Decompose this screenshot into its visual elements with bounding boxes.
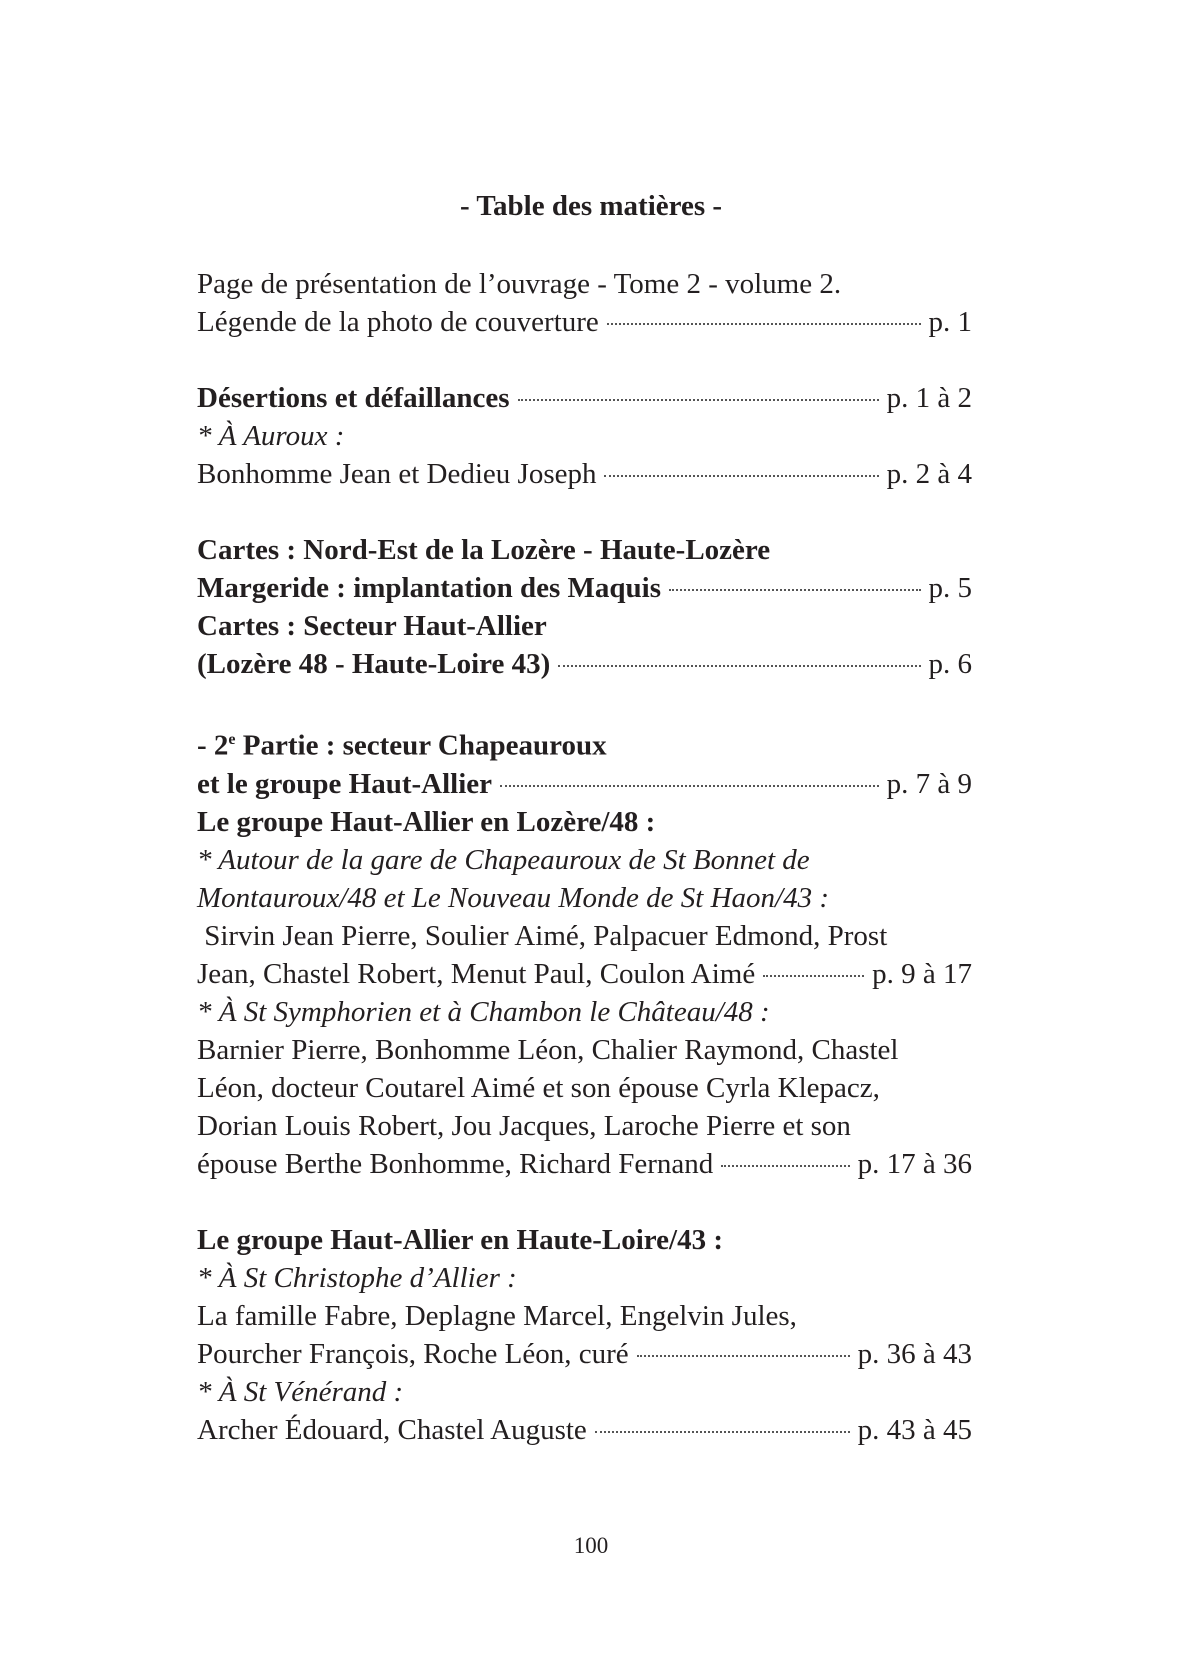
toc-entry-title: (Lozère 48 - Haute-Loire 43) [197,648,551,680]
maps-heading-1: Cartes : Nord-Est de la Lozère - Haute-Lozère [197,534,771,566]
toc-entry-page: p. 36 à 43 [857,1337,972,1370]
dot-leader [500,785,879,787]
intro-line-1: Page de présentation de l’ouvrage - Tome 2 - volume 2. [197,268,842,300]
toc-entry-title: Pourcher François, Roche Léon, curé [197,1337,629,1370]
place-st-symphorien: * À St Symphorien et à Chambon le Château/48 : [197,995,770,1028]
dot-leader [595,1431,850,1433]
dot-leader [558,665,920,667]
dot-leader [604,475,878,477]
names-christophe-1: La famille Fabre, Deplagne Marcel, Engelvin Jules, [197,1299,797,1332]
toc-entry-title: Légende de la photo de couverture [197,306,599,338]
toc-entry-title: et le groupe Haut-Allier [197,767,493,800]
names-symphorien-3: Dorian Louis Robert, Jou Jacques, Laroche Pierre et son [197,1109,851,1142]
toc-entry-page: p. 7 à 9 [886,767,972,800]
table-of-contents [197,265,972,1449]
toc-entry-cover-legend[interactable] [197,303,972,341]
group-lozere-heading: Le groupe Haut-Allier en Lozère/48 : [197,805,656,838]
toc-entry-page: p. 17 à 36 [857,1147,972,1180]
page-number: 100 [573,1533,609,1558]
toc-entry-title: Margeride : implantation des Maquis [197,572,661,604]
dot-leader [607,323,921,325]
part2-heading: - 2e Partie : secteur Chapeauroux [197,729,607,762]
dot-leader [669,589,921,591]
toc-entry-title: Désertions et défaillances [197,382,510,414]
toc-entry-page: p. 2 à 4 [886,458,972,490]
toc-entry-bonhomme-dedieu[interactable] [197,455,972,493]
dot-leader [637,1355,850,1357]
toc-entry-maquis-map[interactable] [197,569,972,607]
place-st-christophe: * À St Christophe d’Allier : [197,1261,517,1294]
toc-entry-venerand[interactable] [197,1411,972,1449]
toc-entry-page: p. 6 [928,648,972,680]
dot-leader [721,1165,849,1167]
toc-entry-haut-allier-map[interactable] [197,645,972,683]
place-st-venerand: * À St Vénérand : [197,1375,404,1408]
toc-entry-page: p. 1 [928,306,972,338]
toc-entry-title: Bonhomme Jean et Dedieu Joseph [197,458,597,490]
names-symphorien-2: Léon, docteur Coutarel Aimé et son épouse Cyrla Klepacz, [197,1071,880,1104]
page-title: - Table des matières - [459,190,723,222]
toc-entry-page: p. 5 [928,572,972,604]
dot-leader [763,975,864,977]
toc-entry-title: Jean, Chastel Robert, Menut Paul, Coulon Aimé [197,957,756,990]
group-haute-loire-heading: Le groupe Haut-Allier en Haute-Loire/43 : [197,1223,723,1256]
names-symphorien-1: Barnier Pierre, Bonhomme Léon, Chalier Raymond, Chastel [197,1033,899,1066]
toc-entry-part2[interactable] [197,765,972,803]
place-chapeauroux-2: Montauroux/48 et Le Nouveau Monde de St Haon/43 : [197,881,829,914]
toc-entry-symphorien[interactable] [197,1145,972,1183]
place-auroux: * À Auroux : [197,420,345,452]
toc-entry-chapeauroux[interactable] [197,955,972,993]
toc-entry-page: p. 9 à 17 [872,957,972,990]
place-chapeauroux-1: * Autour de la gare de Chapeauroux de St Bonnet de [197,843,810,876]
toc-entry-title: Archer Édouard, Chastel Auguste [197,1413,587,1446]
dot-leader [518,399,879,401]
toc-entry-desertions[interactable] [197,379,972,417]
toc-entry-christophe[interactable] [197,1335,972,1373]
names-chapeauroux-1: Sirvin Jean Pierre, Soulier Aimé, Palpacuer Edmond, Prost [197,919,888,952]
maps-heading-2: Cartes : Secteur Haut-Allier [197,610,547,642]
toc-entry-title: épouse Berthe Bonhomme, Richard Fernand [197,1147,714,1180]
toc-entry-page: p. 1 à 2 [886,382,972,414]
toc-entry-page: p. 43 à 45 [857,1413,972,1446]
